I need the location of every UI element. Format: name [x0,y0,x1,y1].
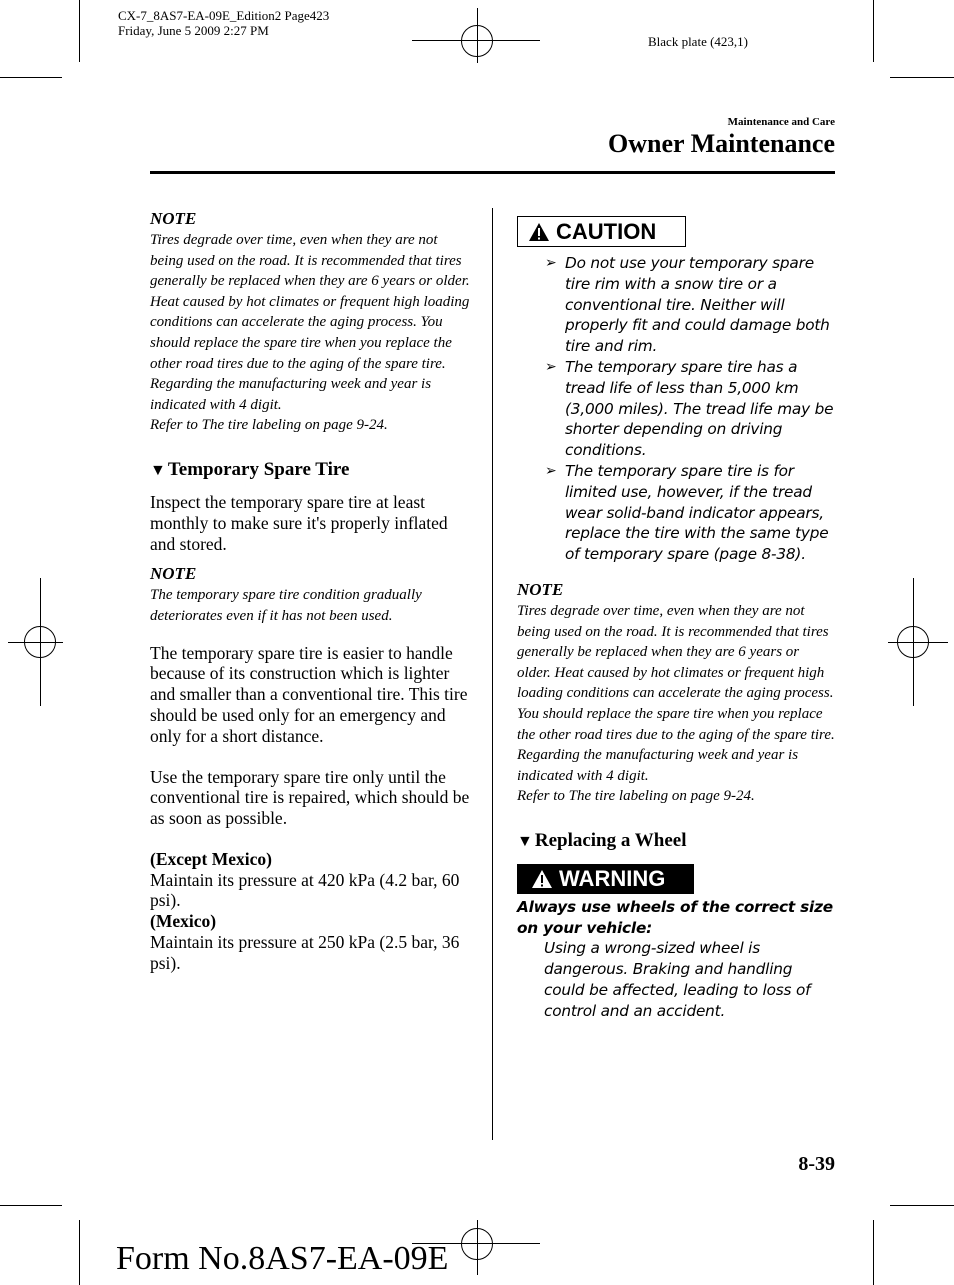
header-rule [150,171,835,174]
registration-mark-icon [461,1228,493,1260]
crop-mark [890,77,954,78]
page-number: 8-39 [798,1153,835,1175]
note-label: NOTE [150,564,197,584]
body-paragraph: Use the temporary spare tire only until the conventional tire is repaired, which should be as soon as possible. [150,766,470,829]
crop-mark [79,0,80,62]
caution-label: CAUTION [556,218,657,244]
pressure-text: Maintain its pressure at 250 kPa (2.5 bar, 36 psi). [150,932,460,973]
warning-badge [517,864,694,894]
caution-badge [517,216,686,247]
list-item: ➢ The temporary spare tire has a tread life of less than 5,000 km (3,000 miles). The tread life may be shorter depending on driving conditions. [545,357,834,460]
region-label: (Except Mexico) [150,848,272,869]
registration-mark-icon [461,25,493,57]
crop-mark [0,1205,62,1206]
list-item: ➢ Do not use your temporary spare tire rim with a snow tire or a conventional tire. Neither will properly fit and could damage both tire and rim. [545,254,830,356]
registration-mark-icon [24,626,56,658]
section-heading [517,829,835,854]
section-heading [150,458,472,483]
body-paragraph: The temporary spare tire is easier to handle because of its construction which is lighter and smaller than a conventional tire. This tire should be used only for an emergency and only for a short distance. [150,642,468,746]
left-column [150,208,472,974]
registration-mark-icon [897,626,929,658]
crop-mark [873,1220,874,1285]
triangle-heading-icon: ▼ [150,461,166,479]
column-divider [492,208,493,1140]
page-title: Owner Maintenance [608,129,835,158]
right-column [517,208,835,1022]
warning-lead: Always use wheels of the correct size on your vehicle: [517,897,833,937]
note-label: NOTE [150,209,197,228]
heading-text: Temporary Spare Tire [167,458,350,480]
crop-mark [890,1205,954,1206]
caution-alert-icon [528,222,550,242]
heading-text: Replacing a Wheel [534,829,687,851]
region-label: (Mexico) [150,911,217,932]
print-info-file: CX-7_8AS7-EA-09E_Edition2 Page423 [118,8,330,23]
body-paragraph: Inspect the temporary spare tire at least monthly to make sure it's properly inflated and stored. [150,491,448,554]
bullet-arrow-icon: ➢ [545,255,557,271]
note-text: Tires degrade over time, even when they are not being used on the road. It is recommended that tires generally be replaced when they are 6 years or older. Heat caused by hot climates or frequent high loading conditions can accelerate the aging process. You should replace the spare tire when you replace the other road tires due to the aging of the spare tire. Regarding the manufacturing week and year is indicated with 4 digit. [517,602,835,784]
list-item: ➢ The temporary spare tire is for limited use, however, if the tread wear solid-band indicator appears, replace the tire with the same type of temporary spare (page 8-38). [545,461,829,564]
note-text: Tires degrade over time, even when they are not being used on the road. It is recommended that tires generally be replaced when they are 6 years or older. Heat caused by hot climates or frequent high loading conditions can accelerate the aging process. You should replace the spare tire when you replace the other road tires due to the aging of the spare tire. Regarding the manufacturing week and year is indicated with 4 digit. [150,232,470,413]
caution-list [517,253,835,565]
plate-label: Black plate (423,1) [648,34,748,49]
note-label: NOTE [517,579,564,599]
warning-text: Using a wrong-sized wheel is dangerous. Braking and handling could be affected, leading to loss of control and an accident. [544,939,811,1020]
note-reference: Refer to The tire labeling on page 9-24. [150,417,388,434]
warning-alert-icon [531,869,553,889]
bullet-arrow-icon: ➢ [545,358,557,375]
form-number: Form No.8AS7-EA-09E [116,1240,449,1277]
note-reference: Refer to The tire labeling on page 9-24. [517,788,755,805]
pressure-text: Maintain its pressure at 420 kPa (4.2 bar, 60 psi). [150,869,460,911]
bullet-arrow-icon: ➢ [545,462,557,479]
crop-mark [873,0,874,62]
triangle-heading-icon: ▼ [517,832,533,850]
crop-mark [79,1220,80,1285]
note-text: The temporary spare tire condition gradually deteriorates even if it has not been used. [150,587,422,624]
crop-mark [0,77,62,78]
warning-label: WARNING [559,865,666,891]
section-label: Maintenance and Care [727,116,835,128]
print-info-date: Friday, June 5 2009 2:27 PM [118,23,269,38]
print-info [118,8,329,38]
